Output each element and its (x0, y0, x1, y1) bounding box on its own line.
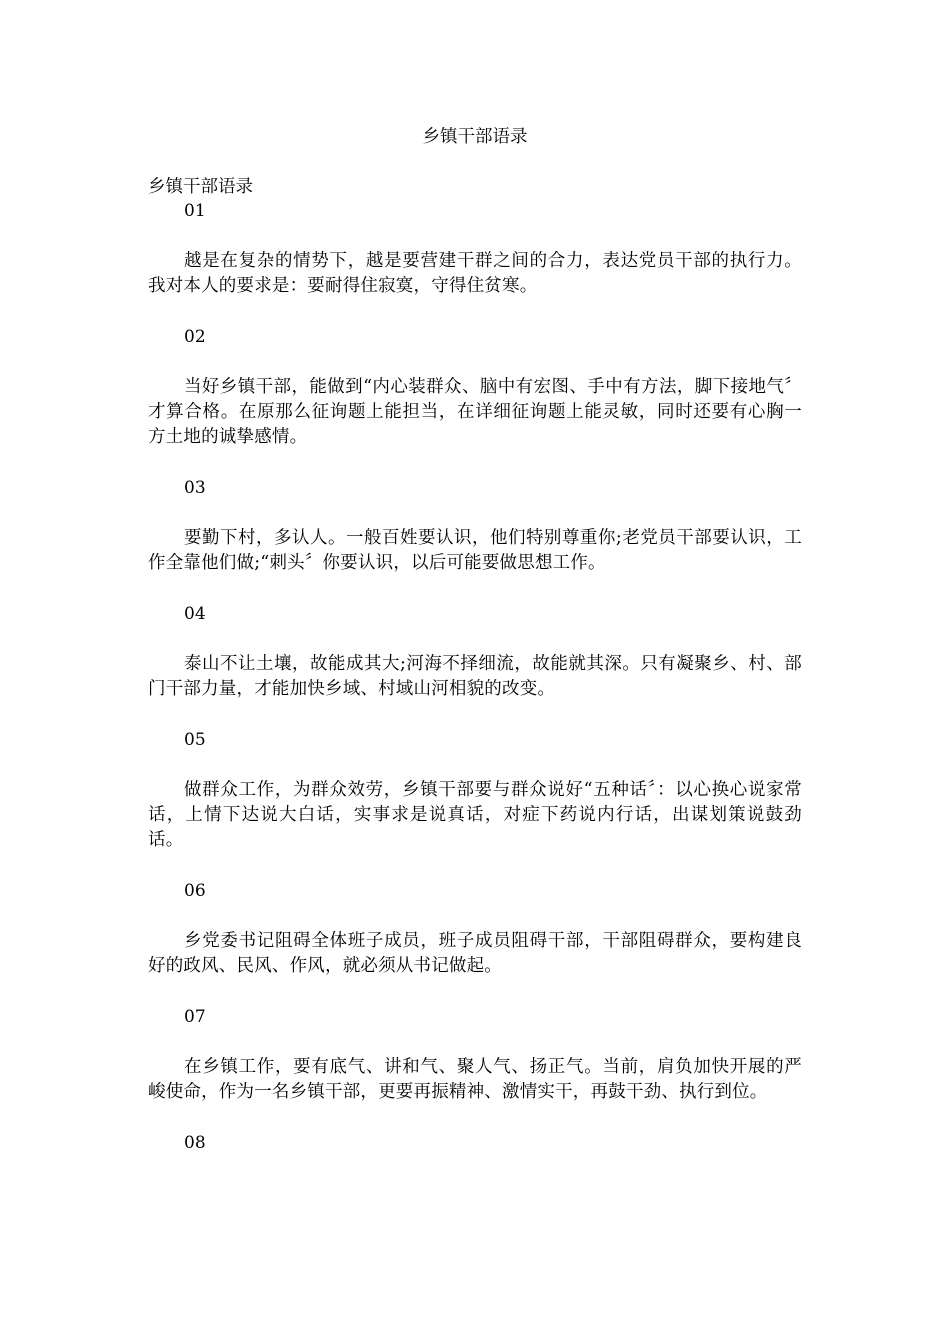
entry-number-06: 06 (184, 881, 206, 901)
entry-number-04: 04 (184, 604, 206, 624)
entry-text-03: 要勤下村，多认人。一般百姓要认识，他们特别尊重你;老党员干部要认识，工作全靠他们做;“刺头〞你要认识，以后可能要做思想工作。 (148, 528, 802, 573)
document-subtitle: 乡镇干部语录 (148, 177, 253, 197)
entry-text-02: 当好乡镇干部，能做到“内心装群众、脑中有宏图、手中有方法，脚下接地气〞才算合格。在原那么征询题上能担当，在详细征询题上能灵敏，同时还要有心胸一方土地的诚挚感情。 (148, 377, 802, 447)
entry-text-07: 在乡镇工作，要有底气、讲和气、聚人气、扬正气。当前，肩负加快开展的严峻使命，作为一名乡镇干部，更要再振精神、激情实干，再鼓干劲、执行到位。 (148, 1057, 802, 1102)
entry-number-02: 02 (184, 327, 206, 347)
entry-text-06: 乡党委书记阻碍全体班子成员，班子成员阻碍干部，干部阻碍群众，要构建良好的政风、民风、作风，就必须从书记做起。 (148, 931, 802, 976)
entry-text-01: 越是在复杂的情势下，越是要营建干群之间的合力，表达党员干部的执行力。我对本人的要求是：要耐得住寂寞，守得住贫寒。 (148, 251, 802, 296)
entry-number-08: 08 (184, 1133, 206, 1153)
entry-text-04: 泰山不让土壤，故能成其大;河海不择细流，故能就其深。只有凝聚乡、村、部门干部力量，才能加快乡域、村域山河相貌的改变。 (148, 654, 802, 699)
entry-number-01: 01 (184, 201, 206, 221)
document-title: 乡镇干部语录 (422, 127, 528, 147)
entries-list (148, 199, 802, 1155)
entry-number-03: 03 (184, 478, 206, 498)
entry-number-05: 05 (184, 730, 206, 750)
entry-number-07: 07 (184, 1007, 206, 1027)
entry-text-05: 做群众工作，为群众效劳，乡镇干部要与群众说好“五种话〞：以心换心说家常话，上情下达说大白话，实事求是说真话，对症下药说内行话，出谋划策说鼓劲话。 (148, 780, 802, 850)
